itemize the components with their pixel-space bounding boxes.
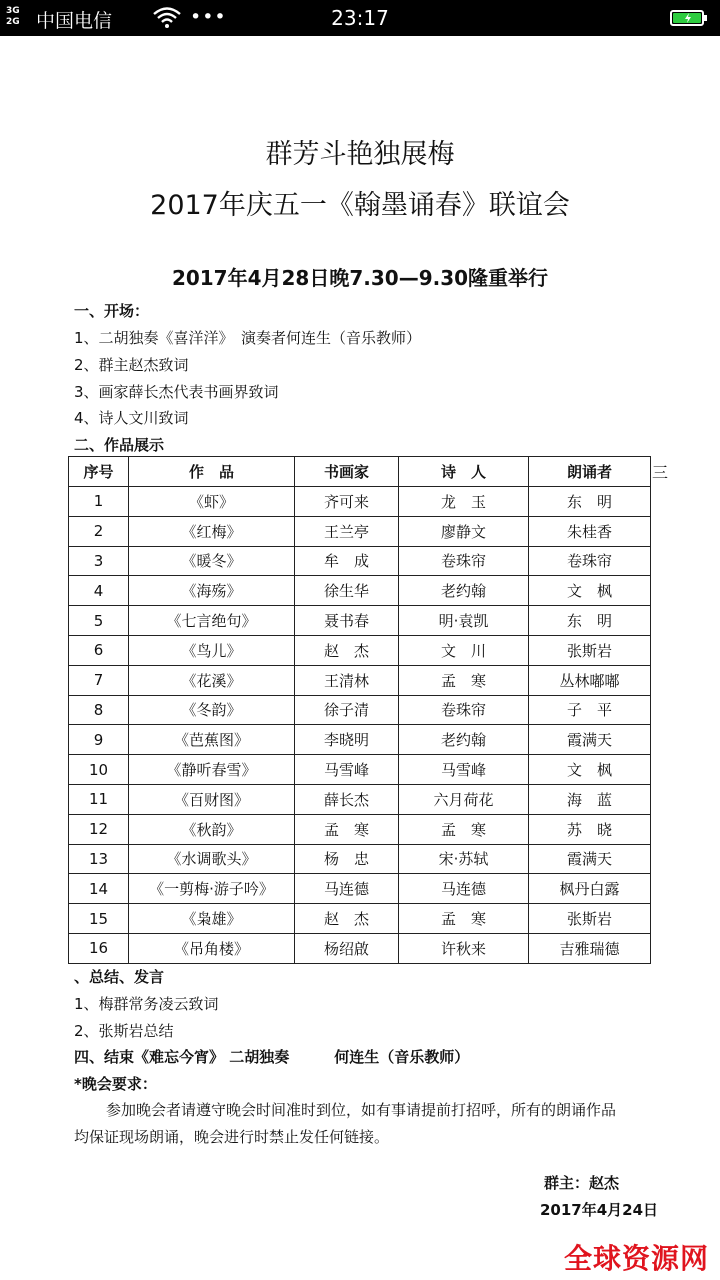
- cell-work: 《一剪梅·游子吟》: [129, 874, 295, 904]
- cell-artist: 薛长杰: [295, 784, 399, 814]
- cell-reciter: 卷珠帘: [529, 546, 651, 576]
- cell-reciter: 东 明: [529, 487, 651, 517]
- cell-artist: 齐可来: [295, 487, 399, 517]
- cell-artist: 牟 成: [295, 546, 399, 576]
- requirements-text-line-2: 均保证现场朗诵，晚会进行时禁止发任何链接。: [74, 1128, 390, 1146]
- table-row: [69, 874, 651, 904]
- cell-reciter: 霞满天: [529, 725, 651, 755]
- opening-item: 2、群主赵杰致词: [74, 356, 189, 374]
- carrier-name: 中国电信: [36, 10, 113, 32]
- battery-fill: [673, 13, 701, 23]
- cell-artist: 马连德: [295, 874, 399, 904]
- cell-poet: 老约翰: [399, 725, 529, 755]
- column-header-poet: 诗 人: [399, 457, 529, 487]
- cell-reciter: 枫丹白露: [529, 874, 651, 904]
- cell-work: 《百财图》: [129, 784, 295, 814]
- cell-work: 《冬韵》: [129, 695, 295, 725]
- opening-item: 1、二胡独奏《喜洋洋》 演奏者何连生（音乐教师）: [74, 329, 422, 347]
- cell-number: 15: [69, 904, 129, 934]
- battery-tip: [704, 15, 707, 21]
- cell-work: 《海殇》: [129, 576, 295, 606]
- cell-work: 《枭雄》: [129, 904, 295, 934]
- cell-reciter: 东 明: [529, 606, 651, 636]
- cell-number: 5: [69, 606, 129, 636]
- cell-reciter: 张斯岩: [529, 904, 651, 934]
- cell-number: 3: [69, 546, 129, 576]
- opening-item: 3、画家薛长杰代表书画界致词: [74, 383, 279, 401]
- column-header-number: 序号: [69, 457, 129, 487]
- table-row: [69, 635, 651, 665]
- column-header-reciter: 朗诵者: [529, 457, 651, 487]
- cell-artist: 杨 忠: [295, 844, 399, 874]
- cell-poet: 文 川: [399, 635, 529, 665]
- cell-number: 4: [69, 576, 129, 606]
- requirements-text-line-1: 参加晚会者请遵守晚会时间准时到位，如有事请提前打招呼，所有的朗诵作品: [106, 1101, 617, 1119]
- table-header-row: [69, 457, 651, 487]
- requirements-heading: *晚会要求：: [74, 1075, 157, 1093]
- cell-work: 《鸟儿》: [129, 635, 295, 665]
- cell-poet: 马雪峰: [399, 755, 529, 785]
- table-row: [69, 725, 651, 755]
- cell-work: 《吊角楼》: [129, 933, 295, 963]
- table-row: [69, 546, 651, 576]
- cell-artist: 赵 杰: [295, 635, 399, 665]
- cell-work: 《暖冬》: [129, 546, 295, 576]
- table-row: [69, 755, 651, 785]
- table-row: [69, 576, 651, 606]
- table-row: [69, 844, 651, 874]
- signature-name: 群主：赵杰: [544, 1174, 620, 1192]
- network-3g-label: 3G: [6, 6, 20, 16]
- table-row: [69, 487, 651, 517]
- cell-poet: 宋·苏轼: [399, 844, 529, 874]
- cell-poet: 龙 玉: [399, 487, 529, 517]
- cell-reciter: 吉雅瑞德: [529, 933, 651, 963]
- cell-artist: 聂书春: [295, 606, 399, 636]
- opening-item: 4、诗人文川致词: [74, 409, 189, 427]
- cell-artist: 李晓明: [295, 725, 399, 755]
- cell-poet: 孟 寒: [399, 665, 529, 695]
- clock: 23:17: [331, 6, 389, 30]
- cell-reciter: 霞满天: [529, 844, 651, 874]
- cell-number: 8: [69, 695, 129, 725]
- cell-reciter: 朱桂香: [529, 516, 651, 546]
- cell-number: 14: [69, 874, 129, 904]
- watermark-logo: 全球资源网: [564, 1242, 710, 1275]
- table-row: [69, 933, 651, 963]
- section-works-heading: 二、作品展示: [74, 436, 165, 454]
- cell-reciter: 海 蓝: [529, 784, 651, 814]
- program-table: [68, 456, 651, 964]
- cell-number: 7: [69, 665, 129, 695]
- status-bar: [0, 0, 720, 36]
- cell-number: 9: [69, 725, 129, 755]
- cell-artist: 王兰亭: [295, 516, 399, 546]
- summary-item: 1、梅群常务凌云致词: [74, 995, 219, 1013]
- cell-poet: 六月荷花: [399, 784, 529, 814]
- table-row: [69, 784, 651, 814]
- cell-work: 《花溪》: [129, 665, 295, 695]
- charging-bolt-icon: [683, 13, 693, 23]
- section-opening-heading: 一、开场：: [74, 302, 150, 320]
- cell-work: 《七言绝句》: [129, 606, 295, 636]
- column-header-artist: 书画家: [295, 457, 399, 487]
- table-row: [69, 695, 651, 725]
- event-date-line: 2017年4月28日晚7.30—9.30隆重举行: [171, 266, 549, 290]
- cell-poet: 卷珠帘: [399, 546, 529, 576]
- cell-poet: 许秋来: [399, 933, 529, 963]
- cell-artist: 徐子清: [295, 695, 399, 725]
- cell-poet: 廖静文: [399, 516, 529, 546]
- table-row: [69, 516, 651, 546]
- cell-poet: 孟 寒: [399, 814, 529, 844]
- document-title: 群芳斗艳独展梅: [265, 139, 455, 170]
- more-notifications-dots: •••: [190, 6, 227, 28]
- cell-artist: 徐生华: [295, 576, 399, 606]
- cell-reciter: 文 枫: [529, 576, 651, 606]
- cell-number: 11: [69, 784, 129, 814]
- cell-artist: 赵 杰: [295, 904, 399, 934]
- cell-reciter: 苏 晓: [529, 814, 651, 844]
- table-row: [69, 814, 651, 844]
- cell-artist: 杨绍啟: [295, 933, 399, 963]
- cell-work: 《水调歌头》: [129, 844, 295, 874]
- summary-item: 2、张斯岩总结: [74, 1022, 174, 1040]
- cell-reciter: 丛林嘟嘟: [529, 665, 651, 695]
- cell-number: 1: [69, 487, 129, 517]
- cell-poet: 明·袁凯: [399, 606, 529, 636]
- section-summary-heading: 、总结、发言: [74, 968, 165, 986]
- document-subtitle: 2017年庆五一《翰墨诵春》联谊会: [150, 190, 570, 221]
- cell-poet: 老约翰: [399, 576, 529, 606]
- cell-artist: 孟 寒: [295, 814, 399, 844]
- table-row: [69, 606, 651, 636]
- table-row: [69, 904, 651, 934]
- cell-work: 《虾》: [129, 487, 295, 517]
- cell-poet: 孟 寒: [399, 904, 529, 934]
- cell-number: 16: [69, 933, 129, 963]
- signature-date: 2017年4月24日: [540, 1201, 659, 1219]
- cell-artist: 马雪峰: [295, 755, 399, 785]
- cell-work: 《静听春雪》: [129, 755, 295, 785]
- cell-work: 《芭蕉图》: [129, 725, 295, 755]
- network-2g-label: 2G: [6, 17, 20, 27]
- section-three-numeral: 三: [652, 463, 669, 482]
- cell-work: 《红梅》: [129, 516, 295, 546]
- cell-number: 6: [69, 635, 129, 665]
- cell-artist: 王清林: [295, 665, 399, 695]
- cell-poet: 马连德: [399, 874, 529, 904]
- cell-reciter: 文 枫: [529, 755, 651, 785]
- cell-number: 2: [69, 516, 129, 546]
- section-closing-line: 四、结束《难忘今宵》 二胡独奏 何连生（音乐教师）: [74, 1048, 470, 1066]
- cell-number: 10: [69, 755, 129, 785]
- cell-number: 12: [69, 814, 129, 844]
- column-header-work: 作 品: [129, 457, 295, 487]
- cell-work: 《秋韵》: [129, 814, 295, 844]
- battery-icon: [670, 10, 704, 26]
- cell-poet: 卷珠帘: [399, 695, 529, 725]
- cell-reciter: 子 平: [529, 695, 651, 725]
- cell-number: 13: [69, 844, 129, 874]
- cell-reciter: 张斯岩: [529, 635, 651, 665]
- table-row: [69, 665, 651, 695]
